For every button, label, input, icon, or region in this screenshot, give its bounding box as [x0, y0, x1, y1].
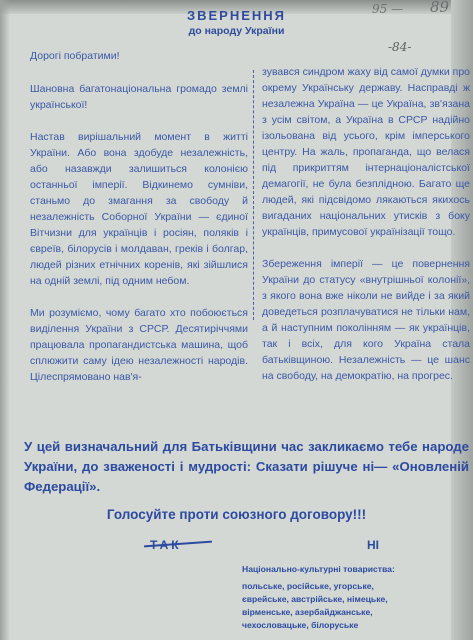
- right-column: [262, 64, 470, 384]
- page-number: -84-: [388, 40, 412, 54]
- paragraph: Збереження імперії — це повернення України до статусу «внутрішньої колонії», з якого вона вже ніколи не вийде і за який доведеться розплачуватися не тільки нам, а й наступним поколінням — як українців, так і всіх, для кого Україна стала батьківщиною. Незалежність — це шанс на свободу, на демократію, на прогрес.: [262, 258, 470, 382]
- paragraph: зувався синдром жаху від самої думки про окрему Українську державу. Насправді ж незалежна Україна — це Україна, зв'язана з усім світом, а Україна в СРСР надійно ізольована від усього, крім імперського центру. На жаль, пропаганда, що велася під прикриттям інтернаціоналістської демагогії, не була безплідною. Багато ще людей, які підсвідомо лякаються якихось вигаданих національних утисків з боку українців, примусової українізації тощо.: [262, 66, 470, 238]
- archive-mark-number: 89: [430, 0, 450, 16]
- paragraph: Ми розуміємо, чому багато хто побоюється виділення України з СРСР. Десятиріччями працювала пропагандистська машина, щоб сплюжити саму ідею незалежності народів. Цілеспрямовано нав'я-: [30, 307, 248, 383]
- left-column: [30, 48, 248, 385]
- yes-option: ТАК: [150, 538, 182, 552]
- archive-mark: 95 —: [372, 2, 404, 16]
- appeal-text: У цей визначальний для Батьківщини час закликаємо тебе народе України, до зваженості і мудрості: Сказати рішуче ні— «Оновленій Федерації».: [24, 439, 469, 494]
- column-divider: [253, 70, 254, 320]
- signers-title: Національно-культурні товариства:: [242, 564, 395, 574]
- signers-line: вірменське, азербайджанське,: [242, 607, 373, 617]
- page-left-shadow: [0, 0, 10, 640]
- paragraph: Настав вирішальний момент в житті України. Або вона здобуде незалежність, або назавжди залишиться колонією останньої імперії. Відкинемо сумніви, станьмо до змагання за свободу й незалежність Соборної України — єдиної Вітчизни для українців і росіян, поляків і євреїв, білорусів і молдаван, греків і болгар, людей різних етнічних коренів, які зійшлися на одній землі, під одним небом.: [30, 131, 248, 287]
- no-option: НІ: [367, 538, 379, 552]
- paragraph: Шановна багатонаціональна громадо землі української!: [30, 83, 248, 111]
- document-subtitle: до народу України: [188, 25, 285, 37]
- document-title: ЗВЕРНЕННЯ: [186, 8, 287, 23]
- greeting: Дорогі побратими!: [30, 50, 120, 62]
- signers-line: чехословацьке, білоруське: [242, 620, 359, 630]
- signers-block: [242, 563, 432, 632]
- signers-line: єврейське, австрійське, німецьке,: [242, 594, 388, 604]
- signers-line: польське, російське, угорське,: [242, 581, 374, 591]
- slogan: Голосуйте проти союзного договору!!!: [106, 507, 367, 522]
